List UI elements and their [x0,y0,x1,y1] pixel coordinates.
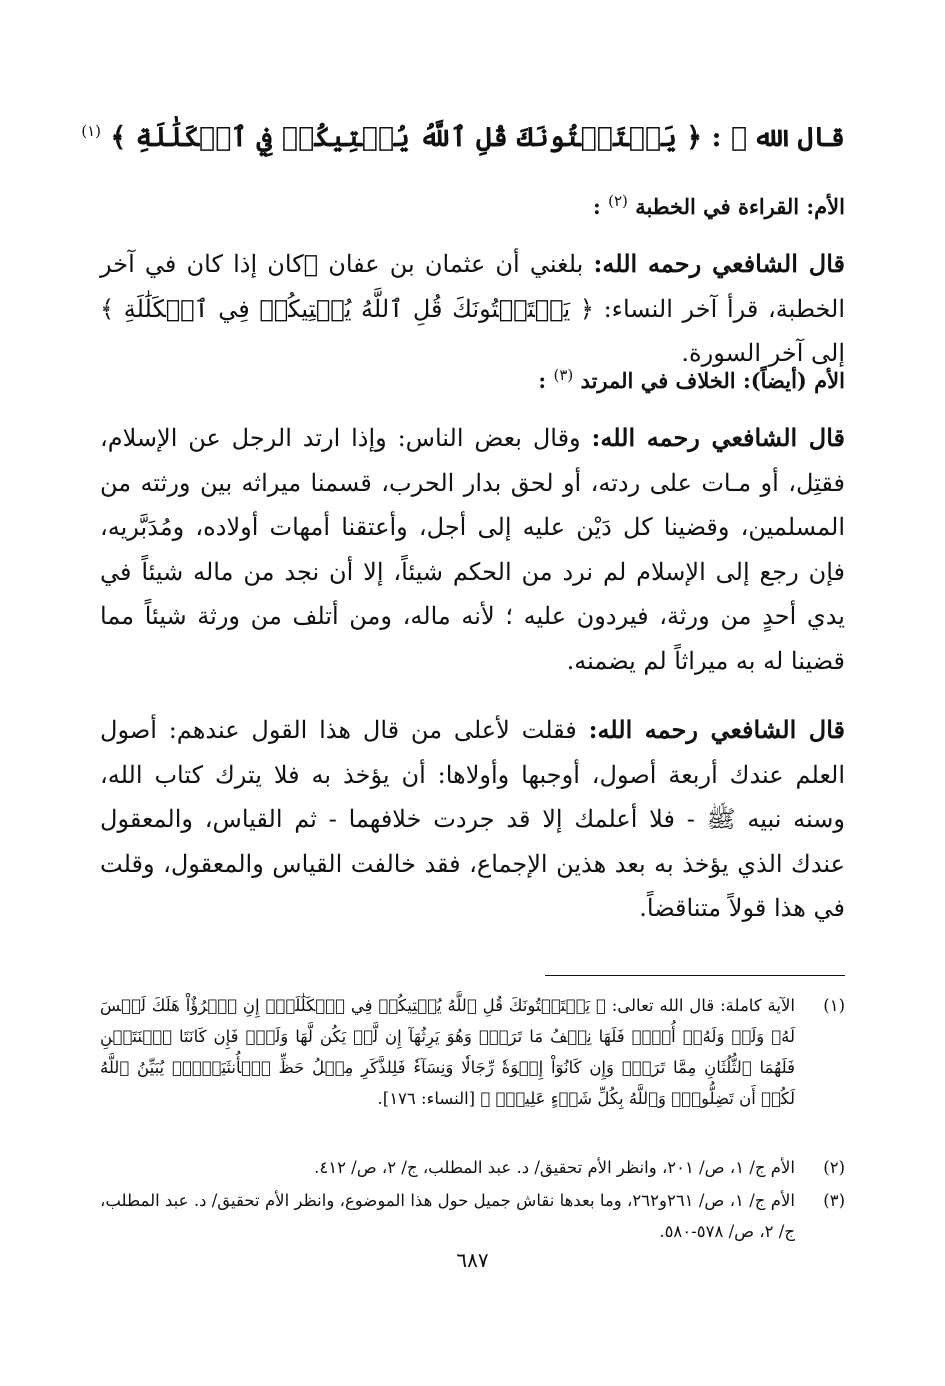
speaker-label: قال الشافعي رحمه الله: [591,423,845,452]
footnote-2 [100,1152,845,1183]
footnote-1 [100,990,845,1114]
page-number: ٦٨٧ [456,1248,489,1272]
speaker-label: قال الشافعي رحمه الله: [588,715,845,744]
section-heading-qiraa-colon: : [593,194,601,219]
footnote-number: (٣) [823,1191,845,1210]
paragraph-text: فقلت لأعلى من قال هذا القول عندهم: أصول العلم عندك أربعة أصول، أوجبها وأولاها: أن يؤخذ به فلا يترك كتاب الله، وسنه نبيه ﷺ - فلا أعلمك إلا قد جردت خلافهما - ثم القياس، والمعقول عندك الذي يؤخذ به بعد هذين الإجماع، فقد خالفت القياس والمعقول، وقلت في هذا قولاً متناقضاً. [100,716,845,922]
paragraph-khutba [100,242,845,376]
footnote-ref-1: (١) [81,122,102,140]
paragraph-murtad-2 [100,708,845,931]
section-heading-qiraa [100,192,845,219]
section-heading-murtad-text: الأم (أيضاً): الخلاف في المرتد [580,368,845,393]
footnote-ref-2: (٢) [608,192,628,210]
paragraph-text: وقال بعض الناس: وإذا ارتد الرجل عن الإسلام، فقتِل، أو مـات على ردته، أو لحق بدار الحرب، قسمنا ميراثه بين ورثته من المسلمين، وقضينا كل دَيْن عليه إلى أجل، وأعتقنا أمهات أولاده، ومُدَبَّريه، فإن رجع إلى الإسلام لم نرد من الحكم شيئاً، إلا أن نجد من ماله شيئاً في يدي أحدٍ من ورثة، فيردون عليه ؛ لأنه ماله، ومن أتلف من ورثة شيئاً مما قضينا له به ميراثاً لم يضمنه. [100,424,845,675]
footnote-text: الأم ج/ ١، ص/ ٢٠١، وانظر الأم تحقيق/ د. عبد المطلب، ج/ ٢، ص/ ٤١٢. [314,1158,795,1177]
footnote-number: (٢) [823,1158,845,1177]
footnote-number: (١) [823,996,845,1015]
footnote-separator [545,975,845,976]
paragraph-murtad-1 [100,416,845,683]
verse-heading [81,122,845,153]
section-heading-qiraa-text: الأم: القراءة في الخطبة [635,194,845,219]
footnote-ref-3: (٣) [553,366,574,384]
paragraph-text: بلغني أن عثمان بن عفان ﷺكان إذا كان في آخر الخطبة، قرأ آخر النساء: ﴿ يَسۡتَفۡتُونَكَ قُلِ ٱللَّهُ يُفۡتِيكُمۡ فِي ٱلۡكَلَٰلَةِ ﴾ إلى آخر السورة. [100,250,845,367]
footnote-3 [100,1185,845,1247]
verse-heading-text: قال الله ﷻ : ﴿ يَسۡتَفۡتُونَكَ قُلِ ٱللَّهُ يُفۡتِيكُمۡ فِي ٱلۡكَلَٰلَةِ ﴾ [110,122,845,153]
footnote-text: الآية كاملة: قال الله تعالى: ﴿ يَسۡتَفۡتُونَكَ قُلِ ٱللَّهُ يُفۡتِيكُمۡ فِي ٱلۡكَلَٰلَةِۚ إِنِ ٱمۡرُؤٌاْ هَلَكَ لَيۡسَ لَهُۥ وَلَدٞ وَلَهُۥٓ أُخۡتٞ فَلَهَا نِصۡفُ مَا تَرَكَۚ وَهُوَ يَرِثُهَآ إِن لَّمۡ يَكُن لَّهَا وَلَدٞۚ فَإِن كَانَتَا ٱثۡنَتَيۡنِ فَلَهُمَا ٱلثُّلُثَانِ مِمَّا تَرَكَۚ وَإِن كَانُوٓاْ إِخۡوَةٗ رِّجَالٗا وَنِسَآءٗ فَلِلذَّكَرِ مِثۡلُ حَظِّ ٱلۡأُنثَيَيۡنِۗ يُبَيِّنُ ٱللَّهُ لَكُمۡ أَن تَضِلُّواْۗ وَٱللَّهُ بِكُلِّ شَيۡءٍ عَلِيمُۢ ﴾ [النساء: ١٧٦]. [100,996,795,1108]
section-heading-murtad-colon: : [538,368,547,393]
footnote-text: الأم ج/ ١، ص/ ٢٦١و٢٦٢، وما بعدها نقاش جميل حول هذا الموضوع، وانظر الأم تحقيق/ د. عبد المطلب، ج/ ٢، ص/ ٥٧٨-٥٨٠. [100,1191,796,1241]
speaker-label: قال الشافعي رحمه الله: [593,249,845,278]
section-heading-murtad [100,366,845,393]
